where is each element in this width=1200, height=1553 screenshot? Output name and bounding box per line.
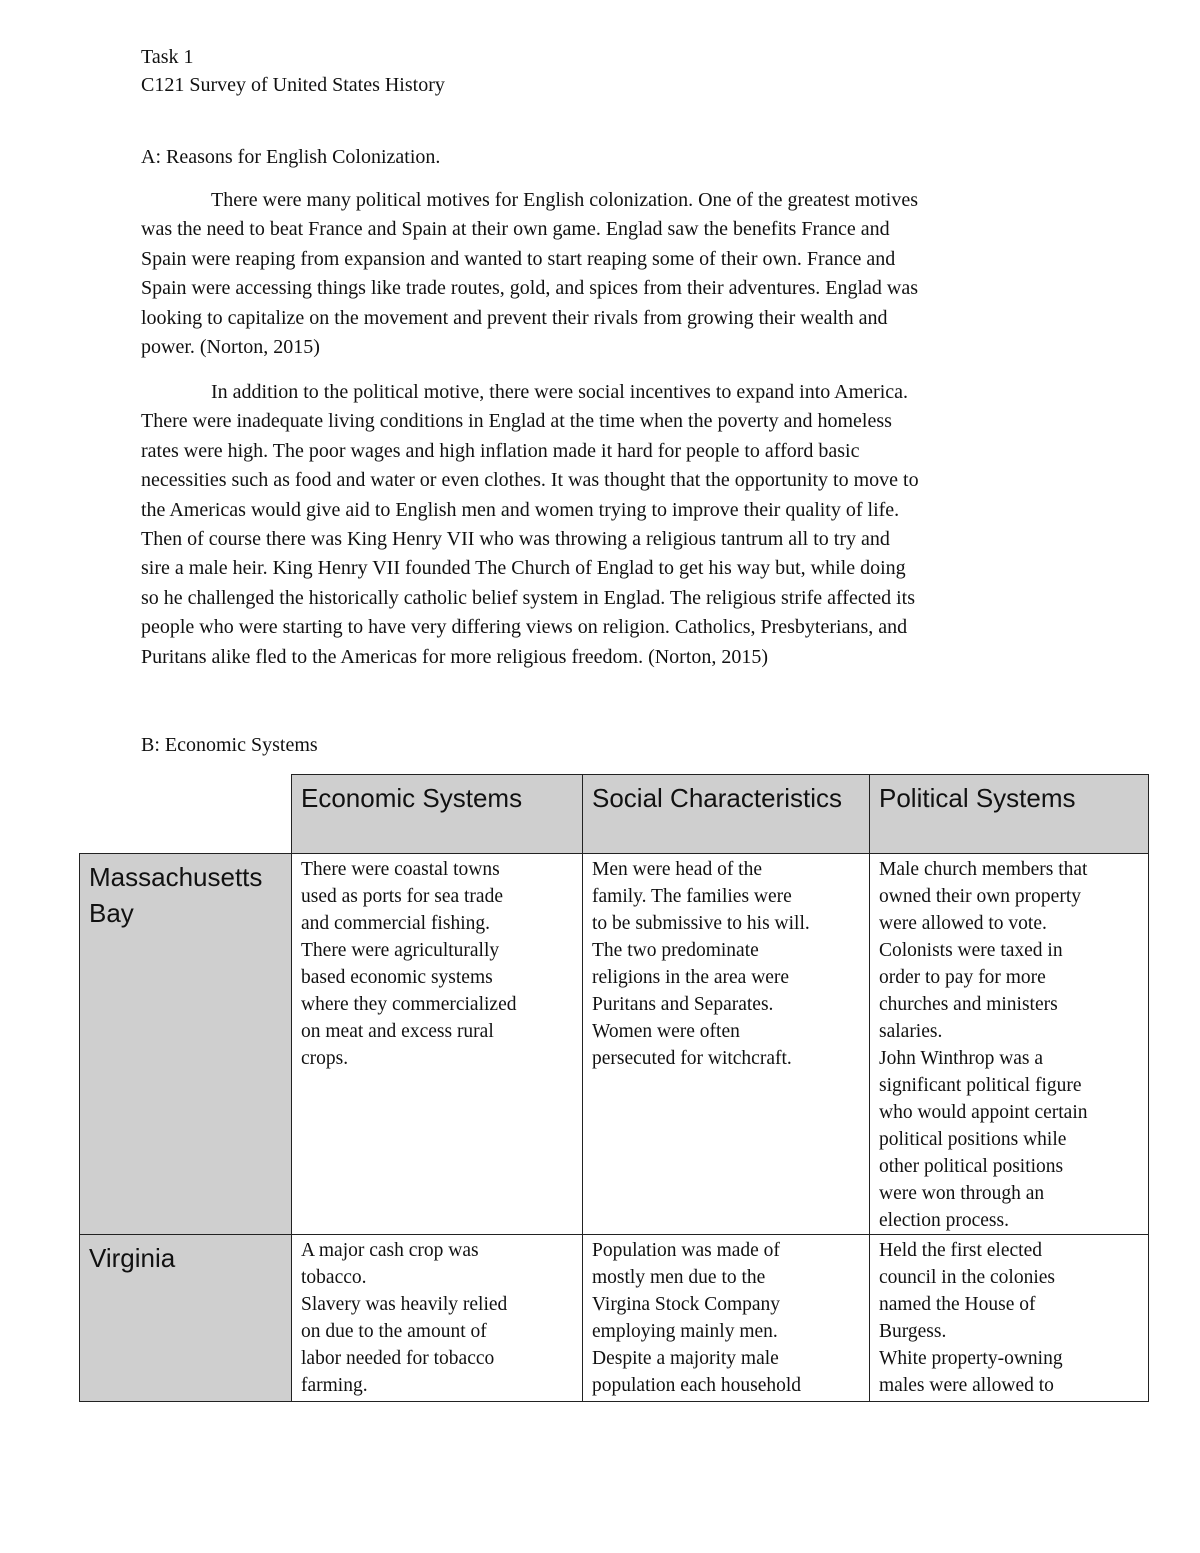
cell-line: labor needed for tobacco [301,1348,495,1369]
cell-line: election process. [879,1210,1009,1231]
cell-line: and commercial fishing. [301,913,490,934]
paragraph-line: was the need to beat France and Spain at their own game. Englad saw the benefits France and [141,218,890,241]
cell-line: persecuted for witchcraft. [592,1048,792,1069]
cell-line: population each household [592,1375,802,1396]
cell-line: Puritans and Separates. [592,994,774,1015]
cell-line: family. The families were [592,886,792,907]
cell-line: Male church members that [879,859,1088,880]
cell-line: There were agriculturally [301,940,500,961]
cell-line: Population was made of [592,1240,780,1261]
paragraph-line: people who were starting to have very differing views on religion. Catholics, Presbyterians, and [141,616,908,639]
cell-line: who would appoint certain [879,1102,1088,1123]
paragraph-line: In addition to the political motive, there were social incentives to expand into America. [211,381,909,403]
column-header-social: Social Characteristics [583,775,870,854]
paragraph-political-motives [141,186,1071,362]
cell-line: Women were often [592,1021,740,1042]
paragraph-line: power. (Norton, 2015) [141,336,320,359]
paragraph-line: Spain were reaping from expansion and wanted to start reaping some of their own. France and [141,247,896,270]
section-a-heading: A: Reasons for English Colonization. [141,146,441,168]
cell-social [583,1235,870,1402]
cell-line: used as ports for sea trade [301,886,503,907]
table-header-row [80,775,1149,854]
cell-line: other political positions [879,1156,1064,1177]
cell-line: Men were head of the [592,859,763,880]
cell-line: salaries. [879,1021,943,1042]
cell-line: council in the colonies [879,1267,1055,1288]
cell-line: owned their own property [879,886,1081,907]
cell-line: where they commercialized [301,994,517,1015]
cell-political [870,1235,1149,1402]
task-label: Task 1 [141,46,194,68]
cell-line: on due to the amount of [301,1321,487,1342]
cell-line: significant political figure [879,1075,1082,1096]
section-b-heading: B: Economic Systems [141,734,318,756]
cell-line: Despite a majority male [592,1348,779,1369]
cell-line: Slavery was heavily relied [301,1294,508,1315]
cell-line: Colonists were taxed in [879,940,1063,961]
paragraph-line: necessities such as food and water or even clothes. It was thought that the opportunity to move to [141,469,919,492]
paragraph-line: Puritans alike fled to the Americas for more religious freedom. (Norton, 2015) [141,645,769,668]
paragraph-line: looking to capitalize on the movement and prevent their rivals from growing their wealth and [141,306,888,329]
column-header-political: Political Systems [870,775,1149,854]
paragraph-line: sire a male heir. King Henry VII founded The Church of Englad to get his way but, while doing [141,557,906,580]
cell-line: religions in the area were [592,967,790,988]
course-title: C121 Survey of United States History [141,74,445,96]
cell-line: churches and ministers [879,994,1058,1015]
row-header-virginia: Virginia [80,1235,292,1402]
cell-line: A major cash crop was [301,1240,479,1261]
cell-line: employing mainly men. [592,1321,778,1342]
paragraph-line: Then of course there was King Henry VII who was throwing a religious tantrum all to try and [141,528,890,551]
paragraph-line: There were inadequate living conditions in Englad at the time when the poverty and homeless [141,410,892,433]
cell-political [870,854,1149,1235]
cell-line: White property-owning [879,1348,1063,1369]
cell-line: There were coastal towns [301,859,500,880]
cell-social [583,854,870,1235]
cell-line: were allowed to vote. [879,913,1047,934]
paragraph-line: Spain were accessing things like trade routes, gold, and spices from their adventures. Englad was [141,277,919,300]
cell-economic [292,1235,583,1402]
cell-line: John Winthrop was a [879,1048,1044,1069]
cell-line: Held the first elected [879,1240,1042,1261]
colonies-comparison-table [79,774,1149,1402]
cell-line: based economic systems [301,967,493,988]
cell-line: were won through an [879,1183,1045,1204]
table-row [80,854,1149,1235]
cell-line: political positions while [879,1129,1067,1150]
table-row [80,1235,1149,1402]
cell-line: to be submissive to his will. [592,913,810,934]
paragraph-social-incentives [141,378,1071,672]
cell-line: Burgess. [879,1321,947,1342]
cell-line: tobacco. [301,1267,367,1288]
column-header-economic: Economic Systems [292,775,583,854]
cell-line: Virgina Stock Company [592,1294,781,1315]
cell-line: farming. [301,1375,368,1396]
paragraph-line: the Americas would give aid to English men and women trying to improve their quality of life. [141,498,900,521]
paragraph-line: rates were high. The poor wages and high inflation made it hard for people to afford basic [141,439,860,462]
cell-line: crops. [301,1048,349,1069]
cell-line: on meat and excess rural [301,1021,494,1042]
cell-line: mostly men due to the [592,1267,766,1288]
paragraph-line: so he challenged the historically catholic belief system in Englad. The religious strife affected its [141,586,916,609]
cell-line: The two predominate [592,940,759,961]
table-corner-cell [80,775,292,854]
cell-line: named the House of [879,1294,1036,1315]
cell-line: order to pay for more [879,967,1046,988]
row-header-massachusetts-bay: Massachusetts Bay [80,854,292,1235]
cell-line: males were allowed to [879,1375,1054,1396]
cell-economic [292,854,583,1235]
paragraph-line: There were many political motives for English colonization. One of the greatest motives [211,189,919,211]
